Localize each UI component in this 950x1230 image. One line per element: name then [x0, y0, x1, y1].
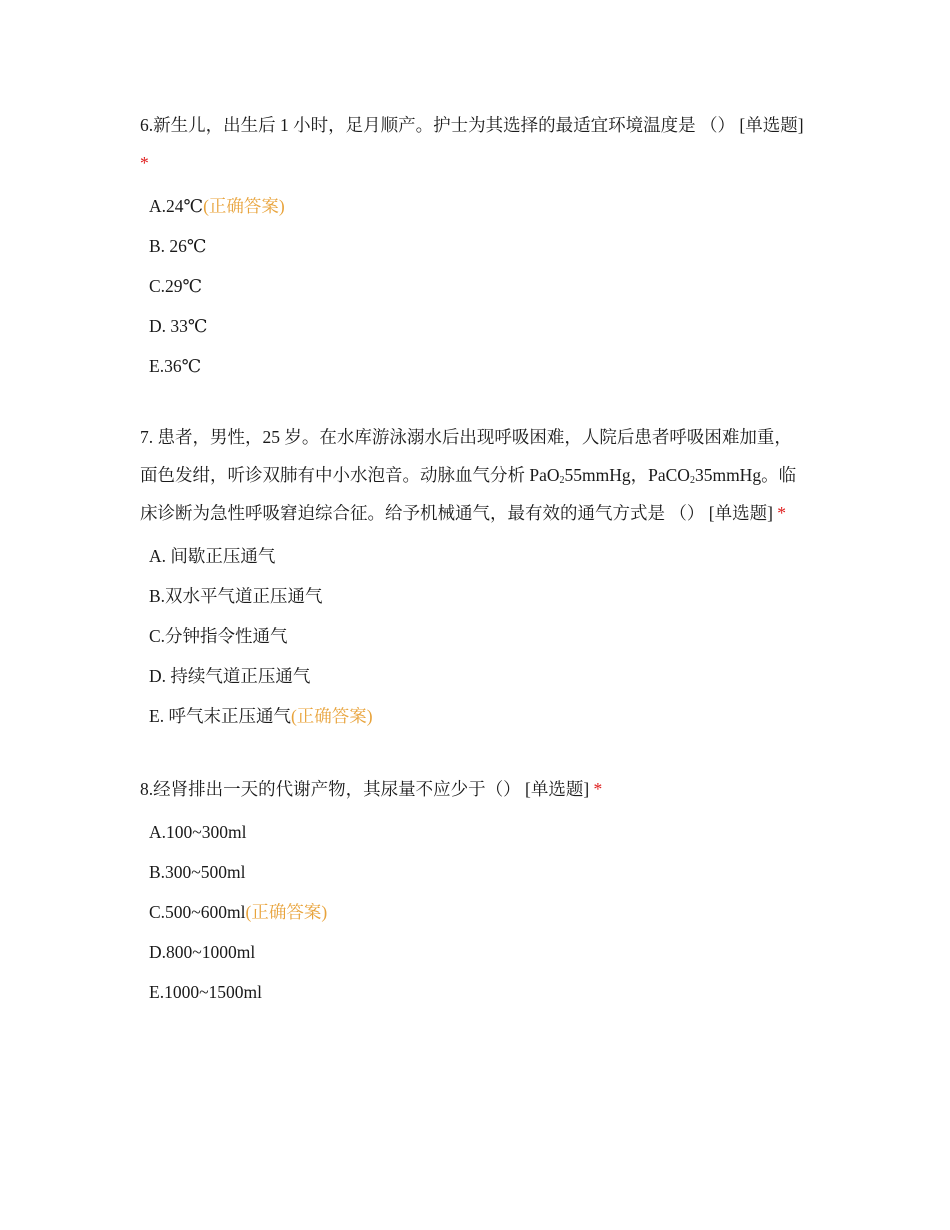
option-a — [149, 186, 805, 226]
option-list — [149, 536, 805, 736]
question-text: 6.新生儿，出生后 1 小时，足月顺产。护士为其选择的最适宜环境温度是 （） [单选题] — [140, 115, 804, 135]
correct-answer-label: (正确答案) — [203, 196, 285, 216]
option-text: B.300~500ml — [149, 862, 246, 882]
option-a — [149, 536, 805, 576]
required-mark: * — [140, 153, 149, 173]
document-page — [140, 106, 805, 1012]
required-mark: * — [777, 503, 787, 523]
option-d — [149, 306, 805, 346]
question-text-part2: 55mmHg，PaCO — [564, 465, 690, 485]
correct-answer-label: (正确答案) — [245, 902, 328, 922]
question-stem — [140, 418, 805, 532]
option-text: A.100~300ml — [149, 822, 247, 842]
subscript-2: 2 — [559, 475, 565, 486]
question-6 — [140, 106, 805, 386]
question-stem — [140, 106, 805, 182]
option-text: D.800~1000ml — [149, 942, 256, 962]
option-text: E.1000~1500ml — [149, 982, 263, 1002]
option-b — [149, 852, 805, 892]
option-text: B.双水平气道正压通气 — [149, 586, 323, 606]
option-d — [149, 932, 805, 972]
question-text-part3: 35mmHg。临床诊断为急性呼吸窘迫综合征。给予机械通气，最有效的通气方式是 （） [单选题] — [140, 465, 797, 523]
option-text: A.24℃ — [149, 196, 204, 216]
question-stem — [140, 770, 805, 808]
option-c — [149, 892, 805, 932]
option-list — [149, 186, 805, 386]
option-c — [149, 616, 805, 656]
question-text-part1: 7. 患者，男性，25 岁。在水库游泳溺水后出现呼吸困难，人院后患者呼吸困难加重，面色发绀，听诊双肺有中小水泡音。动脉血气分析 PaO — [140, 427, 792, 485]
option-e — [149, 972, 805, 1012]
question-7 — [140, 418, 805, 736]
option-text: B. 26℃ — [149, 236, 207, 256]
option-d — [149, 656, 805, 696]
question-8 — [140, 770, 805, 1012]
option-a — [149, 812, 805, 852]
subscript-2: 2 — [689, 475, 695, 486]
option-text: E.36℃ — [149, 356, 202, 376]
option-list — [149, 812, 805, 1012]
question-text: 8.经肾排出一天的代谢产物，其尿量不应少于（） [单选题] — [140, 779, 590, 799]
option-b — [149, 226, 805, 266]
option-b — [149, 576, 805, 616]
option-c — [149, 266, 805, 306]
required-mark: * — [593, 779, 603, 799]
correct-answer-label: (正确答案) — [290, 706, 373, 726]
option-text: C.29℃ — [149, 276, 203, 296]
option-e — [149, 696, 805, 736]
option-text: E. 呼气末正压通气 — [149, 706, 291, 726]
option-text: C.500~600ml — [149, 902, 246, 922]
option-text: D. 持续气道正压通气 — [149, 666, 311, 686]
option-text: A. 间歇正压通气 — [149, 546, 276, 566]
option-text: D. 33℃ — [149, 316, 208, 336]
option-e — [149, 346, 805, 386]
option-text: C.分钟指令性通气 — [149, 626, 288, 646]
